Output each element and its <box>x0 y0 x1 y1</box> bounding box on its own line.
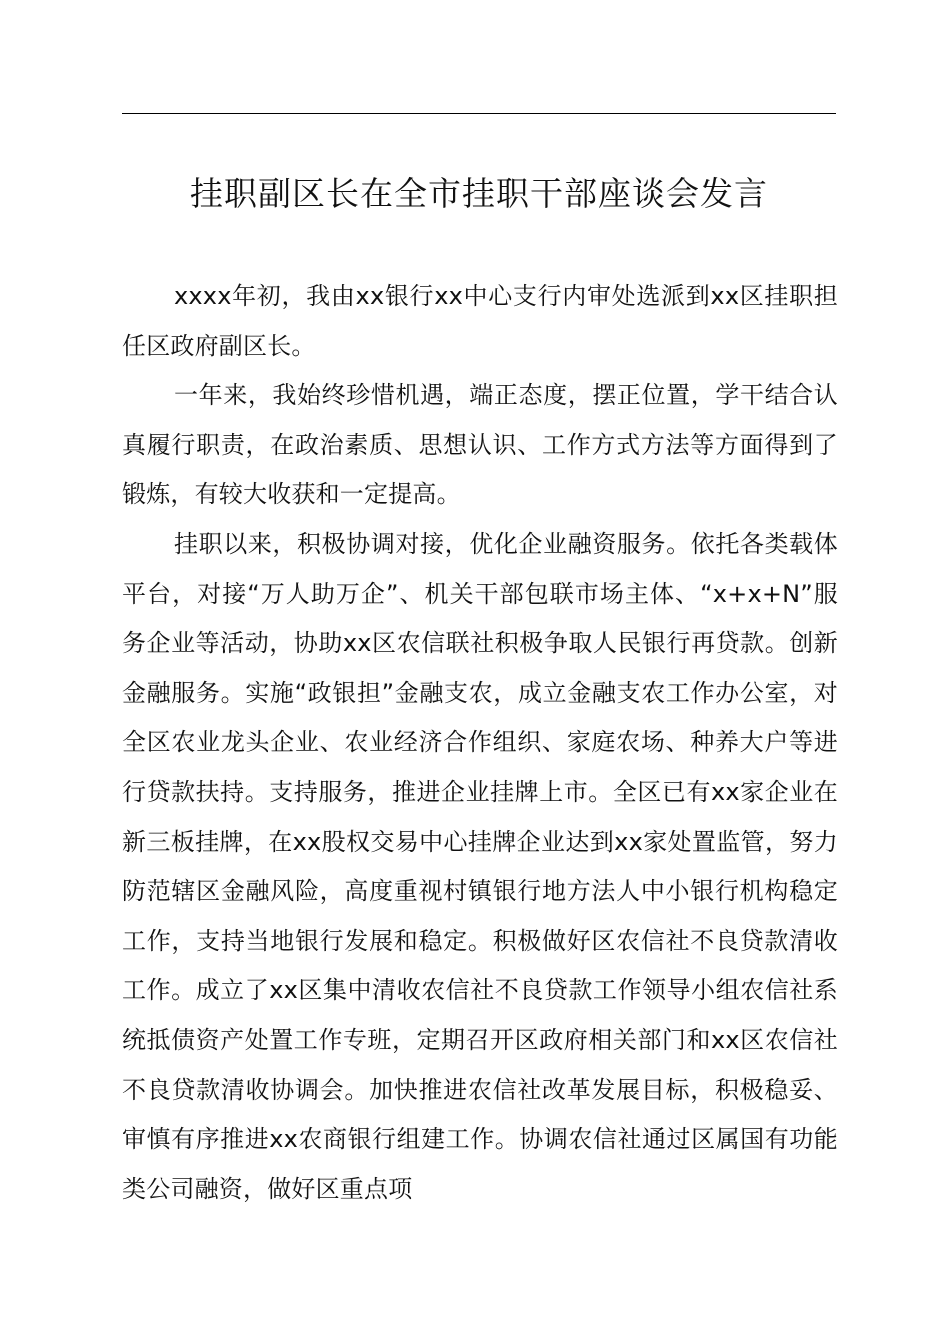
header-rule <box>122 113 836 114</box>
paragraph-2: 一年来，我始终珍惜机遇，端正态度，摆正位置，学干结合认真履行职责，在政治素质、思想认识、工作方式方法等方面得到了锻炼，有较大收获和一定提高。 <box>122 381 838 509</box>
paragraph-3: 挂职以来，积极协调对接，优化企业融资服务。依托各类载体平台，对接“万人助万企”、机关干部包联市场主体、“x+x+N”服务企业等活动，协助xx区农信联社积极争取人民银行再贷款。创新金融服务。实施“政银担”金融支农，成立金融支农工作办公室，对全区农业龙头企业、农业经济合作组织、家庭农场、种养大户等进行贷款扶持。支持服务，推进企业挂牌上市。全区已有xx家企业在新三板挂牌，在xx股权交易中心挂牌企业达到xx家处置监管，努力防范辖区金融风险，高度重视村镇银行地方法人中小银行机构稳定工作，支持当地银行发展和稳定。积极做好区农信社不良贷款清收工作。成立了xx区集中清收农信社不良贷款工作领导小组农信社系统抵债资产处置工作专班，定期召开区政府相关部门和xx区农信社不良贷款清收协调会。加快推进农信社改革发展目标，积极稳妥、审慎有序推进xx农商银行组建工作。协调农信社通过区属国有功能类公司融资，做好区重点项 <box>122 529 838 1203</box>
document-body <box>122 272 838 1214</box>
document-title: 挂职副区长在全市挂职干部座谈会发言 <box>190 174 768 213</box>
paragraph-1: xxxx年初，我由xx银行xx中心支行内审处选派到xx区挂职担任区政府副区长。 <box>122 282 838 360</box>
